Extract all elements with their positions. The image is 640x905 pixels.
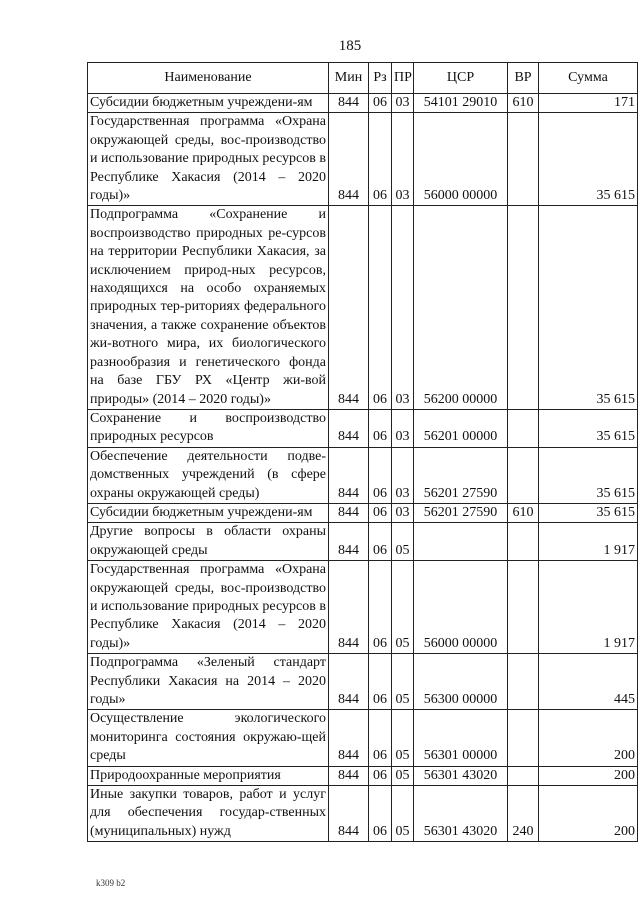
cell-sum: 200 <box>539 766 638 785</box>
cell-min: 844 <box>329 94 369 113</box>
cell-sum: 171 <box>539 94 638 113</box>
table-row <box>88 409 638 447</box>
table-row <box>88 561 638 654</box>
cell-name: Природоохранные мероприятия <box>88 766 329 785</box>
cell-name: Государственная программа «Охрана окружающей среды, вос-производство и использование природных ресурсов в Республике Хакасия (2014 – 2020 годы)» <box>88 113 329 206</box>
cell-rz: 06 <box>369 503 392 522</box>
header-vr: ВР <box>508 63 539 94</box>
cell-rz: 06 <box>369 409 392 447</box>
cell-pr: 05 <box>392 523 414 561</box>
cell-rz: 06 <box>369 786 392 842</box>
cell-name: Субсидии бюджетным учреждени-ям <box>88 94 329 113</box>
table-body <box>88 94 638 842</box>
cell-min: 844 <box>329 654 369 710</box>
cell-rz: 06 <box>369 447 392 503</box>
cell-sum: 445 <box>539 654 638 710</box>
cell-pr: 03 <box>392 503 414 522</box>
cell-min: 844 <box>329 523 369 561</box>
header-rz: Рз <box>369 63 392 94</box>
cell-pr: 03 <box>392 94 414 113</box>
cell-min: 844 <box>329 561 369 654</box>
cell-name: Государственная программа «Охрана окружающей среды, вос-производство и использование природных ресурсов в Республике Хакасия (2014 – 2020 годы)» <box>88 561 329 654</box>
cell-vr <box>508 206 539 409</box>
header-pr: ПР <box>392 63 414 94</box>
cell-min: 844 <box>329 447 369 503</box>
cell-rz: 06 <box>369 523 392 561</box>
cell-pr: 05 <box>392 654 414 710</box>
cell-pr: 03 <box>392 113 414 206</box>
cell-min: 844 <box>329 503 369 522</box>
cell-min: 844 <box>329 786 369 842</box>
cell-min: 844 <box>329 766 369 785</box>
cell-name: Сохранение и воспроизводство природных ресурсов <box>88 409 329 447</box>
cell-vr: 240 <box>508 786 539 842</box>
cell-csr: 56301 43020 <box>414 766 508 785</box>
cell-pr: 03 <box>392 206 414 409</box>
cell-vr <box>508 710 539 766</box>
cell-csr: 54101 29010 <box>414 94 508 113</box>
cell-pr: 05 <box>392 786 414 842</box>
header-sum: Сумма <box>539 63 638 94</box>
cell-name: Иные закупки товаров, работ и услуг для обеспечения государ-ственных (муниципальных) нужд <box>88 786 329 842</box>
cell-pr: 05 <box>392 561 414 654</box>
cell-min: 844 <box>329 710 369 766</box>
cell-csr: 56201 00000 <box>414 409 508 447</box>
cell-vr <box>508 561 539 654</box>
cell-vr <box>508 766 539 785</box>
cell-csr: 56201 27590 <box>414 447 508 503</box>
budget-table <box>87 62 638 842</box>
header-csr: ЦСР <box>414 63 508 94</box>
table-row <box>88 523 638 561</box>
footer-code: k309 b2 <box>96 878 126 888</box>
cell-min: 844 <box>329 206 369 409</box>
cell-pr: 05 <box>392 766 414 785</box>
cell-pr: 03 <box>392 409 414 447</box>
table-row <box>88 503 638 522</box>
cell-sum: 200 <box>539 710 638 766</box>
table-row <box>88 447 638 503</box>
cell-sum: 35 615 <box>539 447 638 503</box>
cell-sum: 35 615 <box>539 503 638 522</box>
header-min: Мин <box>329 63 369 94</box>
cell-name: Подпрограмма «Сохранение и воспроизводство природных ре-сурсов на территории Республики Хакасия, за исключением природ-ных ресурсов, находящихся на особо охраняемых природных тер-риториях федерального значения, а также сохранение объектов жи-вотного мира, их биологического разнообразия и генетического фонда на базе ГБУ РХ «Центр жи-вой природы» (2014 – 2020 годы)» <box>88 206 329 409</box>
table-row <box>88 766 638 785</box>
cell-csr: 56301 43020 <box>414 786 508 842</box>
header-row <box>88 63 638 94</box>
cell-rz: 06 <box>369 94 392 113</box>
cell-csr: 56000 00000 <box>414 561 508 654</box>
page-number: 185 <box>338 38 362 54</box>
cell-min: 844 <box>329 113 369 206</box>
table-row <box>88 654 638 710</box>
cell-sum: 35 615 <box>539 206 638 409</box>
cell-csr: 56201 27590 <box>414 503 508 522</box>
cell-sum: 35 615 <box>539 409 638 447</box>
cell-name: Подпрограмма «Зеленый стандарт Республики Хакасия на 2014 – 2020 годы» <box>88 654 329 710</box>
cell-name: Другие вопросы в области охраны окружающей среды <box>88 523 329 561</box>
header-name: Наименование <box>88 63 329 94</box>
cell-rz: 06 <box>369 710 392 766</box>
cell-pr: 03 <box>392 447 414 503</box>
cell-min: 844 <box>329 409 369 447</box>
cell-sum: 35 615 <box>539 113 638 206</box>
cell-name: Обеспечение деятельности подве-домственных учреждений (в сфере охраны окружающей среды) <box>88 447 329 503</box>
cell-vr <box>508 447 539 503</box>
cell-sum: 1 917 <box>539 561 638 654</box>
cell-name: Субсидии бюджетным учреждени-ям <box>88 503 329 522</box>
cell-pr: 05 <box>392 710 414 766</box>
cell-vr <box>508 654 539 710</box>
cell-rz: 06 <box>369 654 392 710</box>
table-row <box>88 94 638 113</box>
cell-csr: 56200 00000 <box>414 206 508 409</box>
cell-csr: 56300 00000 <box>414 654 508 710</box>
cell-rz: 06 <box>369 113 392 206</box>
table-row <box>88 710 638 766</box>
cell-rz: 06 <box>369 561 392 654</box>
cell-csr: 56000 00000 <box>414 113 508 206</box>
cell-vr <box>508 113 539 206</box>
table-row <box>88 206 638 409</box>
cell-vr: 610 <box>508 94 539 113</box>
cell-vr: 610 <box>508 503 539 522</box>
table-row <box>88 113 638 206</box>
cell-vr <box>508 409 539 447</box>
cell-rz: 06 <box>369 766 392 785</box>
cell-vr <box>508 523 539 561</box>
cell-name: Осуществление экологического мониторинга состояния окружаю-щей среды <box>88 710 329 766</box>
cell-csr <box>414 523 508 561</box>
table-header <box>88 63 638 94</box>
cell-csr: 56301 00000 <box>414 710 508 766</box>
cell-sum: 200 <box>539 786 638 842</box>
table-row <box>88 786 638 842</box>
cell-sum: 1 917 <box>539 523 638 561</box>
cell-rz: 06 <box>369 206 392 409</box>
